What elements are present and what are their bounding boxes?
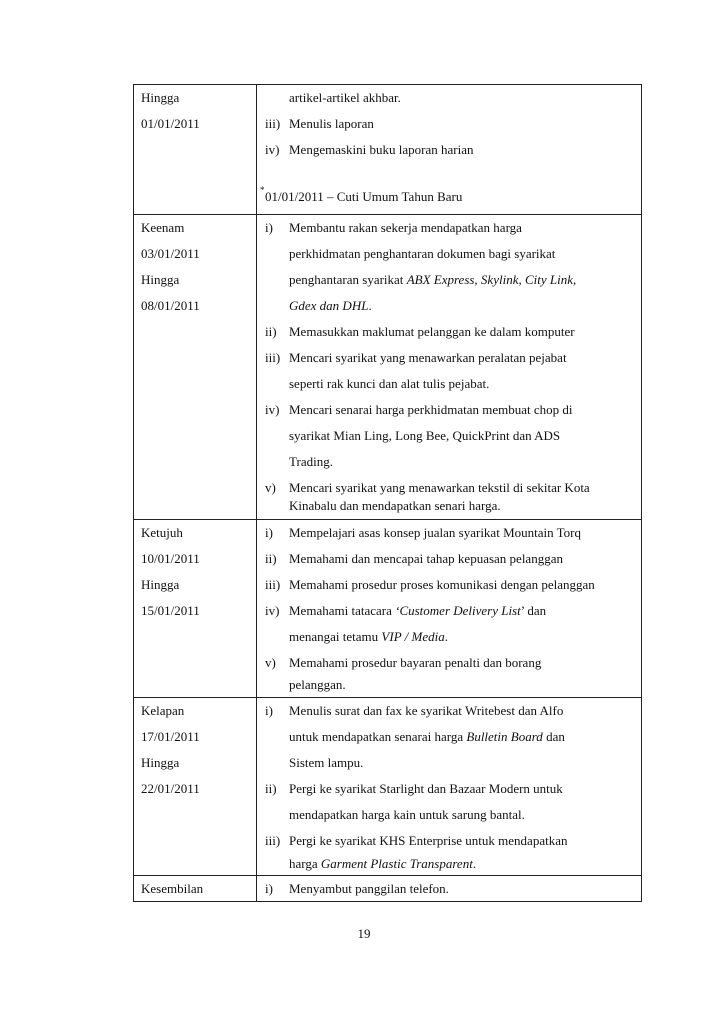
week-label: Keenam <box>141 220 185 235</box>
column-divider <box>256 85 257 901</box>
note-marker: * <box>260 185 265 195</box>
week-label: Hingga <box>141 272 180 287</box>
week-label: Hingga <box>141 577 180 592</box>
week-date: 03/01/2011 <box>141 246 200 261</box>
week-date: 22/01/2011 <box>141 781 200 796</box>
week-label: Kelapan <box>141 703 185 718</box>
page-number: 19 <box>357 926 371 941</box>
week-label: Ketujuh <box>141 525 183 540</box>
week-date: 15/01/2011 <box>141 603 200 618</box>
week-label: Hingga <box>141 90 180 105</box>
week-label: Hingga <box>141 755 180 770</box>
week-date: 08/01/2011 <box>141 298 200 313</box>
week-date: 17/01/2011 <box>141 729 200 744</box>
week-label: Kesembilan <box>141 881 204 896</box>
week-date: 10/01/2011 <box>141 551 200 566</box>
week-date: 01/01/2011 <box>141 116 200 131</box>
activity-table: Hingga 01/01/2011 artikel-artikel akhbar. iii) Menulis laporan iv) Mengemaskini buku laporan harian * 01/01/2011 – Cuti Umum Tahun Baru Keenam 03/01/2011 Hingga 08/01/2011 i) Membantu rakan sekerja mendapatkan harga perkhidmatan penghantaran dokumen bagi syarikat penghantaran syarikat ABX Express, Skylink, City Link, Gdex dan DHL. ii) Memasukkan maklumat pelanggan ke dalam komputer iii) Mencari syarikat yang menawarkan peralatan pejabat seperti rak kunci dan alat tulis pejabat. iv) Mencari senarai harga perkhidmatan membuat chop di syarikat Mian Ling, Long Bee, QuickPrint dan ADS Trading. v) Mencari syarikat yang menawarkan tekstil di sekitar Kota Kinabalu dan mendapatkan senari harga. Ketujuh 10/01/2011 Hingga 15/01/2011 i) Mempelajari asas konsep jualan syarikat Mountain Torq ii) Memahami dan mencapai tahap kepuasan pelanggan iii) Memahami prosedur proses komunikasi dengan pelanggan iv) Memahami tatacara ‘Customer Delivery List’ dan menangai tetamu VIP / Media. v) Memahami prosedur bayaran penalti dan borang pelanggan. Kelapan 17/01/2011 Hingga 22/01/2011 i) Menulis surat dan fax ke syarikat Writebest dan Alfo untuk mendapatkan senarai harga Bulletin Board dan Sistem lampu. ii) Pergi ke syarikat Starlight dan Bazaar Modern untuk mendapatkan harga kain untuk sarung bantal. iii) Pergi ke syarikat KHS Enterprise untuk mendapatkan harga Garment Plastic Transparent. Kesembilan i) Menyambut panggilan telefon. <box>133 84 642 902</box>
